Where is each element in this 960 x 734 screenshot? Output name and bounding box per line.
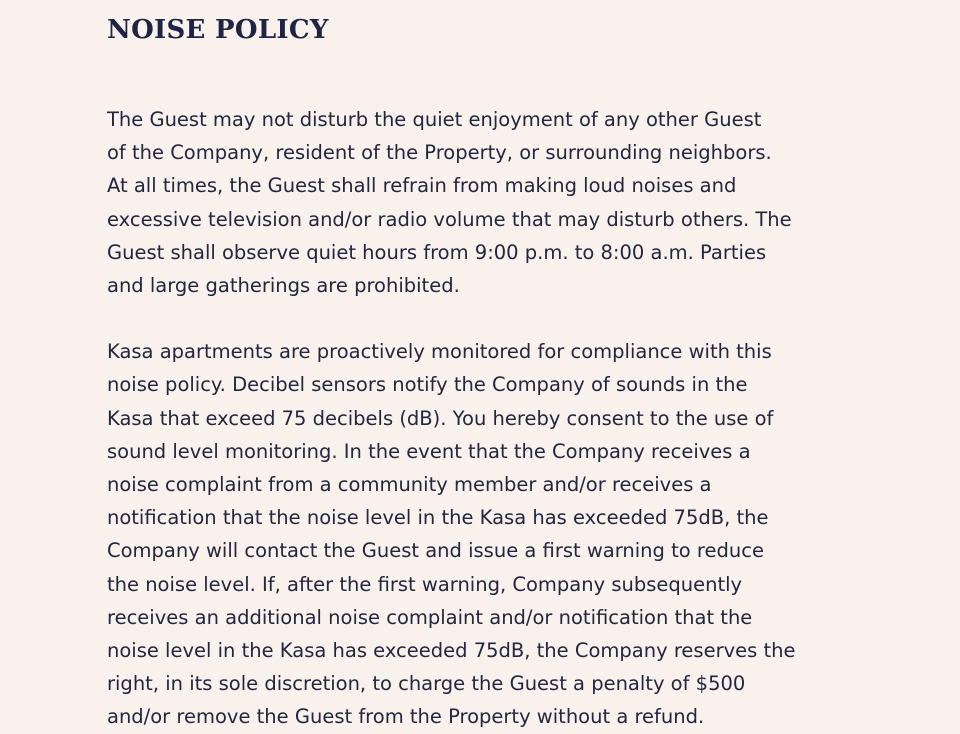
paragraph-2-line: receives an additional noise complaint and/or notification that the [107,605,753,629]
paragraph-2-line: right, in its sole discretion, to charge the Guest a penalty of $500 [107,672,746,696]
paragraph-2-line: Kasa that exceed 75 decibels (dB). You hereby consent to the use of [107,406,774,430]
paragraph-2-line: noise complaint from a community member and/or receives a [107,473,712,497]
paragraph-2-line: sound level monitoring. In the event that the Company receives a [107,439,751,463]
paragraph-1-line: The Guest may not disturb the quiet enjoyment of any other Guest [107,108,762,131]
page-title: NOISE POLICY [107,15,329,45]
paragraph-2-line: and/or remove the Guest from the Property without a refund. [107,705,705,729]
policy-paragraph-2 [107,335,867,733]
paragraph-1-line: of the Company, resident of the Property, or surrounding neighbors. [107,141,772,165]
paragraph-2-line: Kasa apartments are proactively monitored for compliance with this [107,340,772,364]
paragraph-2-line: the noise level. If, after the first warning, Company subsequently [107,572,743,596]
policy-paragraph-1 [107,103,867,302]
paragraph-2-line: noise level in the Kasa has exceeded 75dB, the Company reserves the [107,639,796,663]
paragraph-2-line: noise policy. Decibel sensors notify the Company of sounds in the [107,373,748,397]
paragraph-1-line: and large gatherings are prohibited. [107,274,460,298]
paragraph-2-line: Company will contact the Guest and issue a first warning to reduce [107,539,764,563]
paragraph-1-line: excessive television and/or radio volume that may disturb others. The [107,207,792,231]
noise-policy-document [107,14,867,734]
paragraph-2-line: notification that the noise level in the Kasa has exceeded 75dB, the [107,506,769,530]
paragraph-1-line: At all times, the Guest shall refrain from making loud noises and [107,174,737,198]
paragraph-1-line: Guest shall observe quiet hours from 9:00 p.m. to 8:00 a.m. Parties [107,240,767,264]
